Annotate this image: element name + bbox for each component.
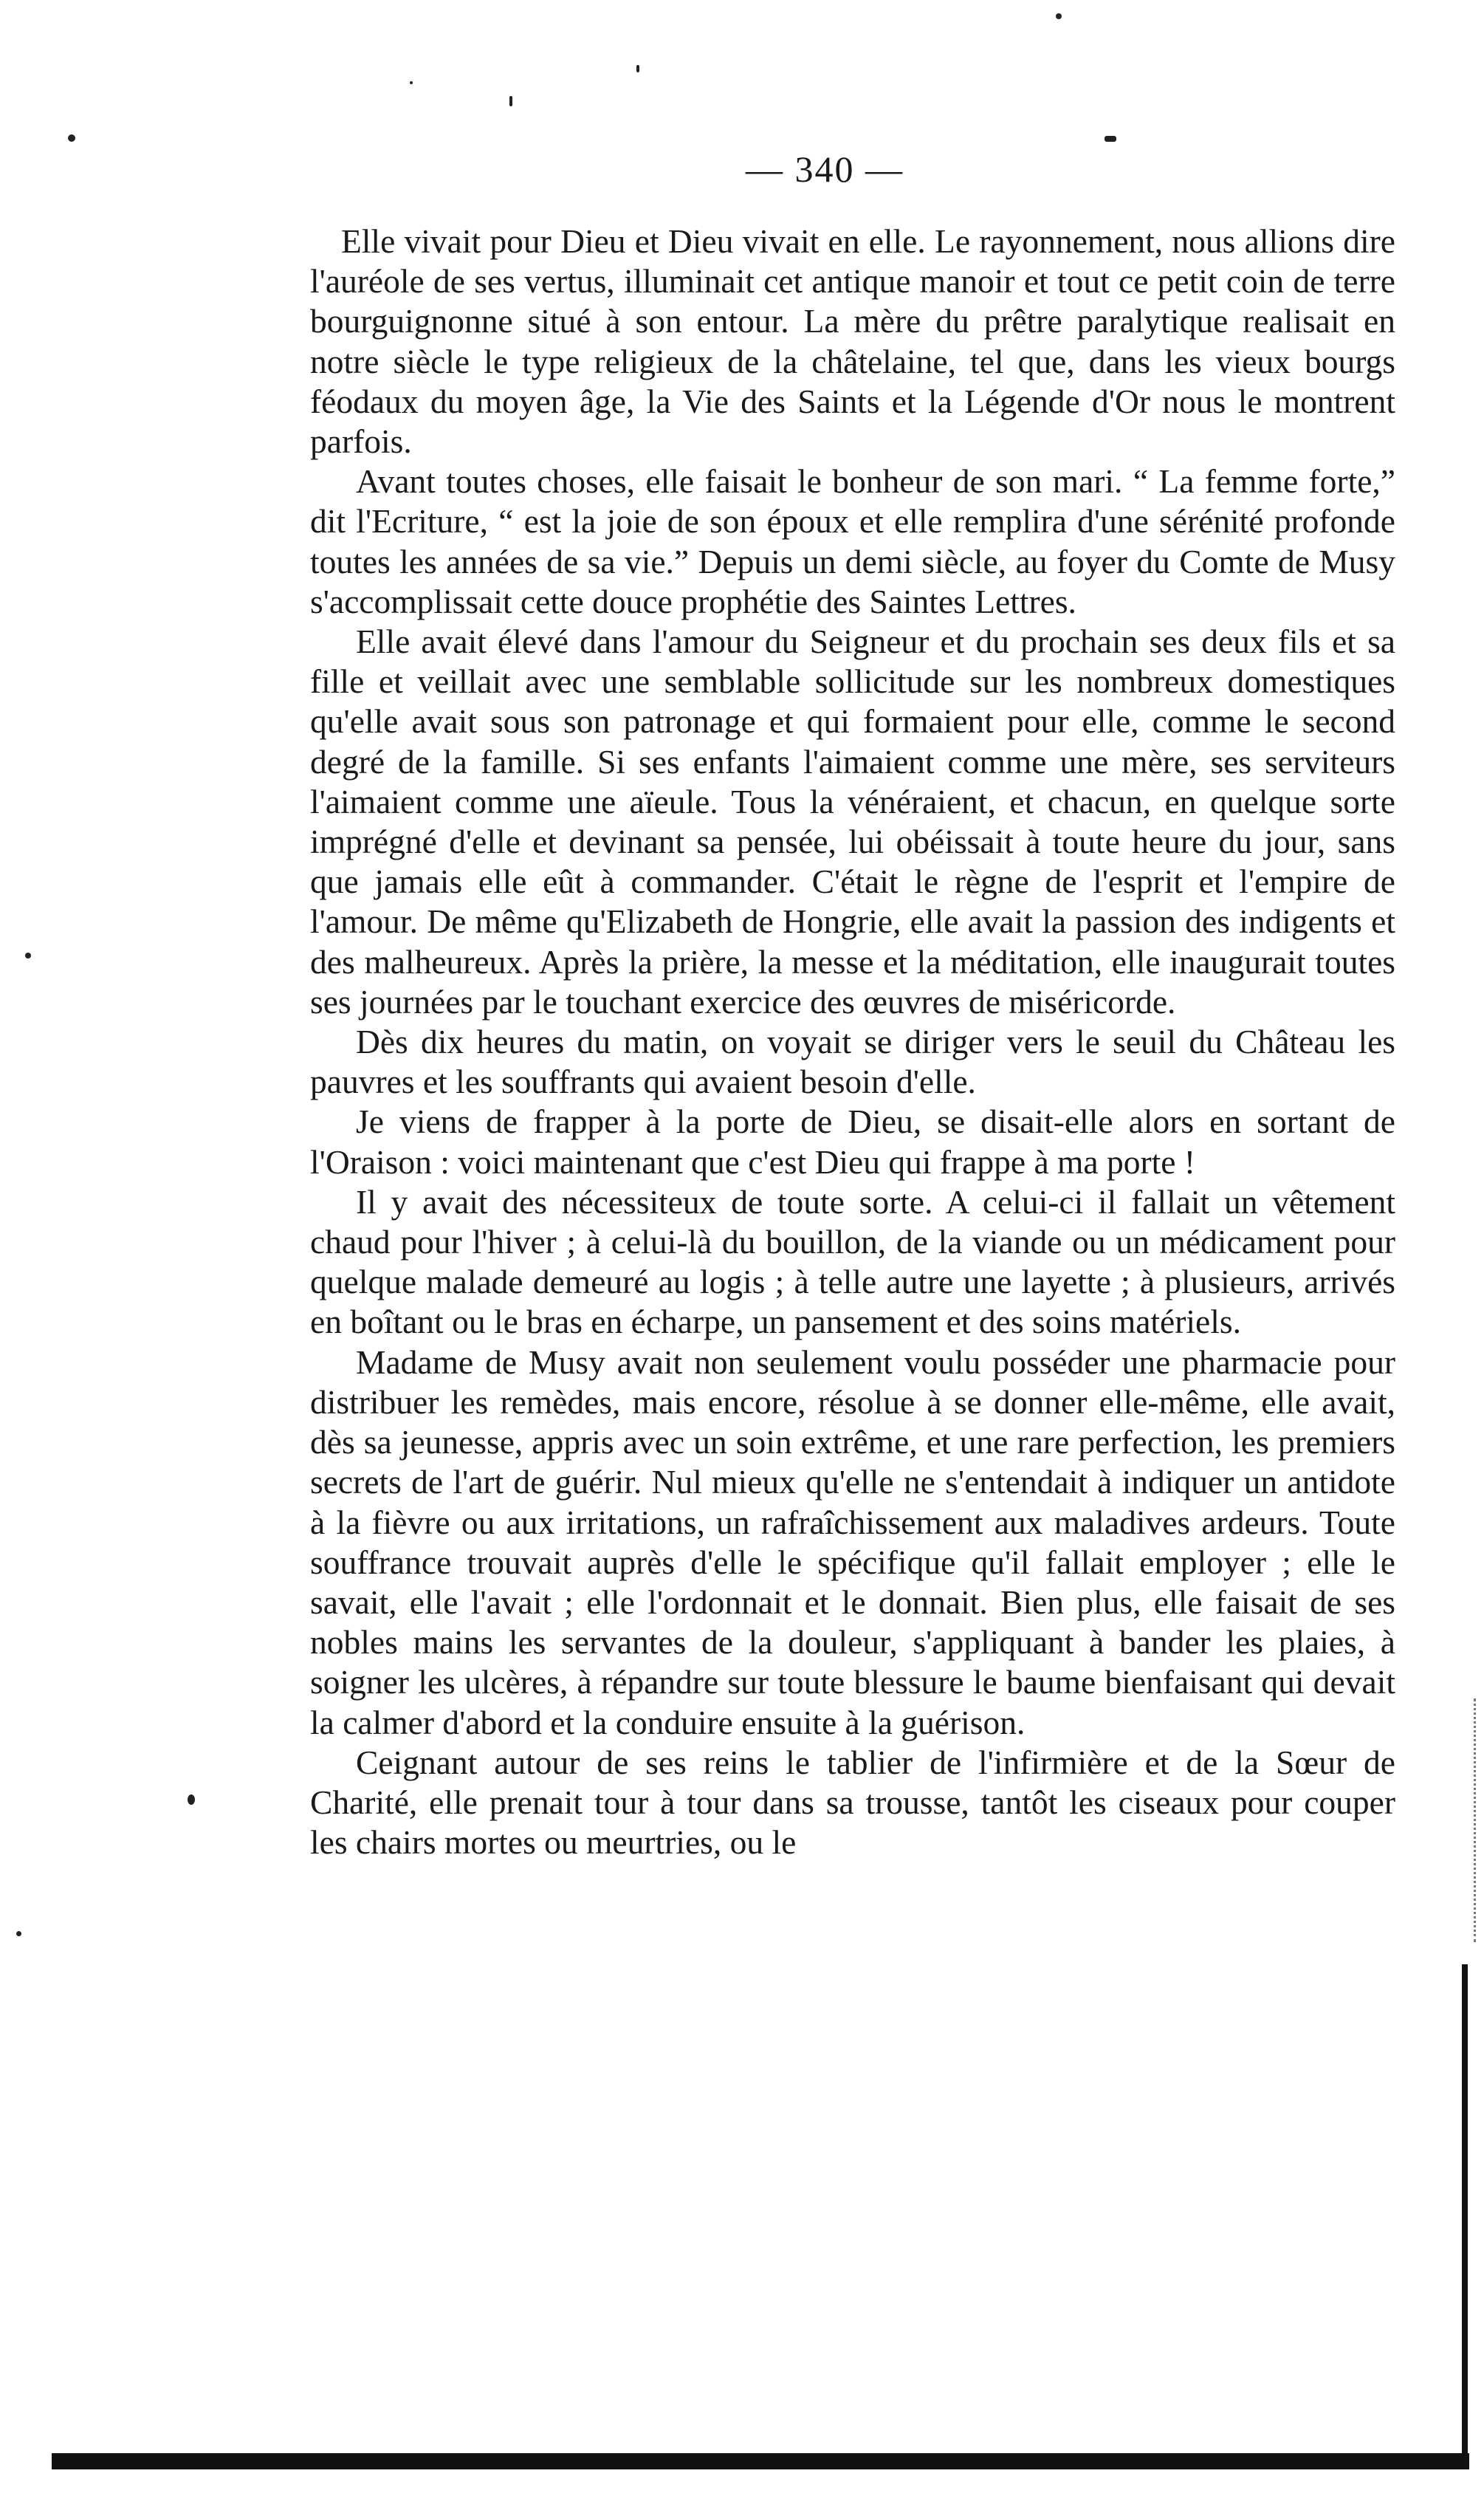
paragraph-1: Elle vivait pour Dieu et Dieu vivait en elle. Le rayonnement, nous allions dire l'auréole de ses vertus, illuminait cet antique manoir et tout ce petit coin de terre bourguignonne situé à son entour. La mère du prêtre paralytique realisait en notre siècle le type religieux de la châtelaine, tel que, dans les vieux bourgs féodaux du moyen âge, la Vie des Saints et la Légende d'Or nous le montrent parfois. xyxy=(310,222,1395,461)
scan-speck xyxy=(68,134,75,142)
body-text xyxy=(310,222,1395,1862)
scan-speck xyxy=(1105,136,1116,142)
scan-speck xyxy=(509,96,512,106)
scan-speck xyxy=(410,81,413,84)
paragraph-7: Madame de Musy avait non seulement voulu posséder une pharmacie pour distribuer les remèdes, mais encore, résolue à se donner elle-même, elle avait, dès sa jeunesse, appris avec un soin extrême, et une rare perfection, les premiers secrets de l'art de guérir. Nul mieux qu'elle ne s'entendait à indiquer un antidote à la fièvre ou aux irritations, un rafraîchissement aux maladives ardeurs. Toute souffrance trouvait auprès d'elle le spécifique qu'il fallait employer ; elle le savait, elle l'avait ; elle l'ordonnait et le donnait. Bien plus, elle faisait de ses nobles mains les servantes de la douleur, s'appliquant à bander les plaies, à soigner les ulcères, à répandre sur toute blessure le baume bienfaisant qui devait la calmer d'abord et la conduire ensuite à la guérison. xyxy=(310,1343,1395,1741)
page-number: — 340 — xyxy=(746,148,904,190)
scan-speck xyxy=(188,1794,195,1805)
scan-border-bottom xyxy=(52,2453,1469,2469)
scan-edge-dots xyxy=(1474,1698,1476,1942)
scan-speck xyxy=(636,65,639,72)
paragraph-8: Ceignant autour de ses reins le tablier de l'infirmière et de la Sœur de Charité, elle prenait tour à tour dans sa trousse, tantôt les ciseaux pour couper les chairs mortes ou meurtries, ou le xyxy=(310,1743,1395,1862)
paragraph-2: Avant toutes choses, elle faisait le bonheur de son mari. “ La femme forte,” dit l'Ecriture, “ est la joie de son époux et elle remplira d'une sérénité profonde toutes les années de sa vie.” Depuis un demi siècle, au foyer du Comte de Musy s'accomplissait cette douce prophétie des Saintes Lettres. xyxy=(310,462,1395,620)
paragraph-6: Il y avait des nécessiteux de toute sorte. A celui-ci il fallait un vêtement chaud pour l'hiver ; à celui-là du bouillon, de la viande ou un médicament pour quelque malade demeuré au logis ; à telle autre une layette ; à plusieurs, arrivés en boîtant ou le bras en écharpe, un pansement et des soins matériels. xyxy=(310,1182,1395,1341)
scan-speck xyxy=(1056,13,1062,19)
scan-border-right xyxy=(1462,1964,1468,2466)
paragraph-4: Dès dix heures du matin, on voyait se diriger vers le seuil du Château les pauvres et les souffrants qui avaient besoin d'elle. xyxy=(310,1023,1395,1101)
paragraph-5: Je viens de frapper à la porte de Dieu, se disait-elle alors en sortant de l'Oraison : voici maintenant que c'est Dieu qui frappe à ma porte ! xyxy=(310,1103,1395,1181)
scan-speck xyxy=(16,1931,21,1936)
paragraph-3: Elle avait élevé dans l'amour du Seigneur et du prochain ses deux fils et sa fille et veillait avec une semblable sollicitude sur les nombreux domestiques qu'elle avait sous son patronage et qui formaient pour elle, comme le second degré de la famille. Si ses enfants l'aimaient comme une mère, ses serviteurs l'aimaient comme une aïeule. Tous la vénéraient, et chacun, en quelque sorte imprégné d'elle et devinant sa pensée, lui obéissait à toute heure du jour, sans que jamais elle eût à commander. C'était le règne de l'esprit et l'empire de l'amour. De même qu'Elizabeth de Hongrie, elle avait la passion des indigents et des malheureux. Après la prière, la messe et la méditation, elle inaugurait toutes ses journées par le touchant exercice des œuvres de miséricorde. xyxy=(310,623,1395,1021)
scan-speck xyxy=(25,953,31,959)
